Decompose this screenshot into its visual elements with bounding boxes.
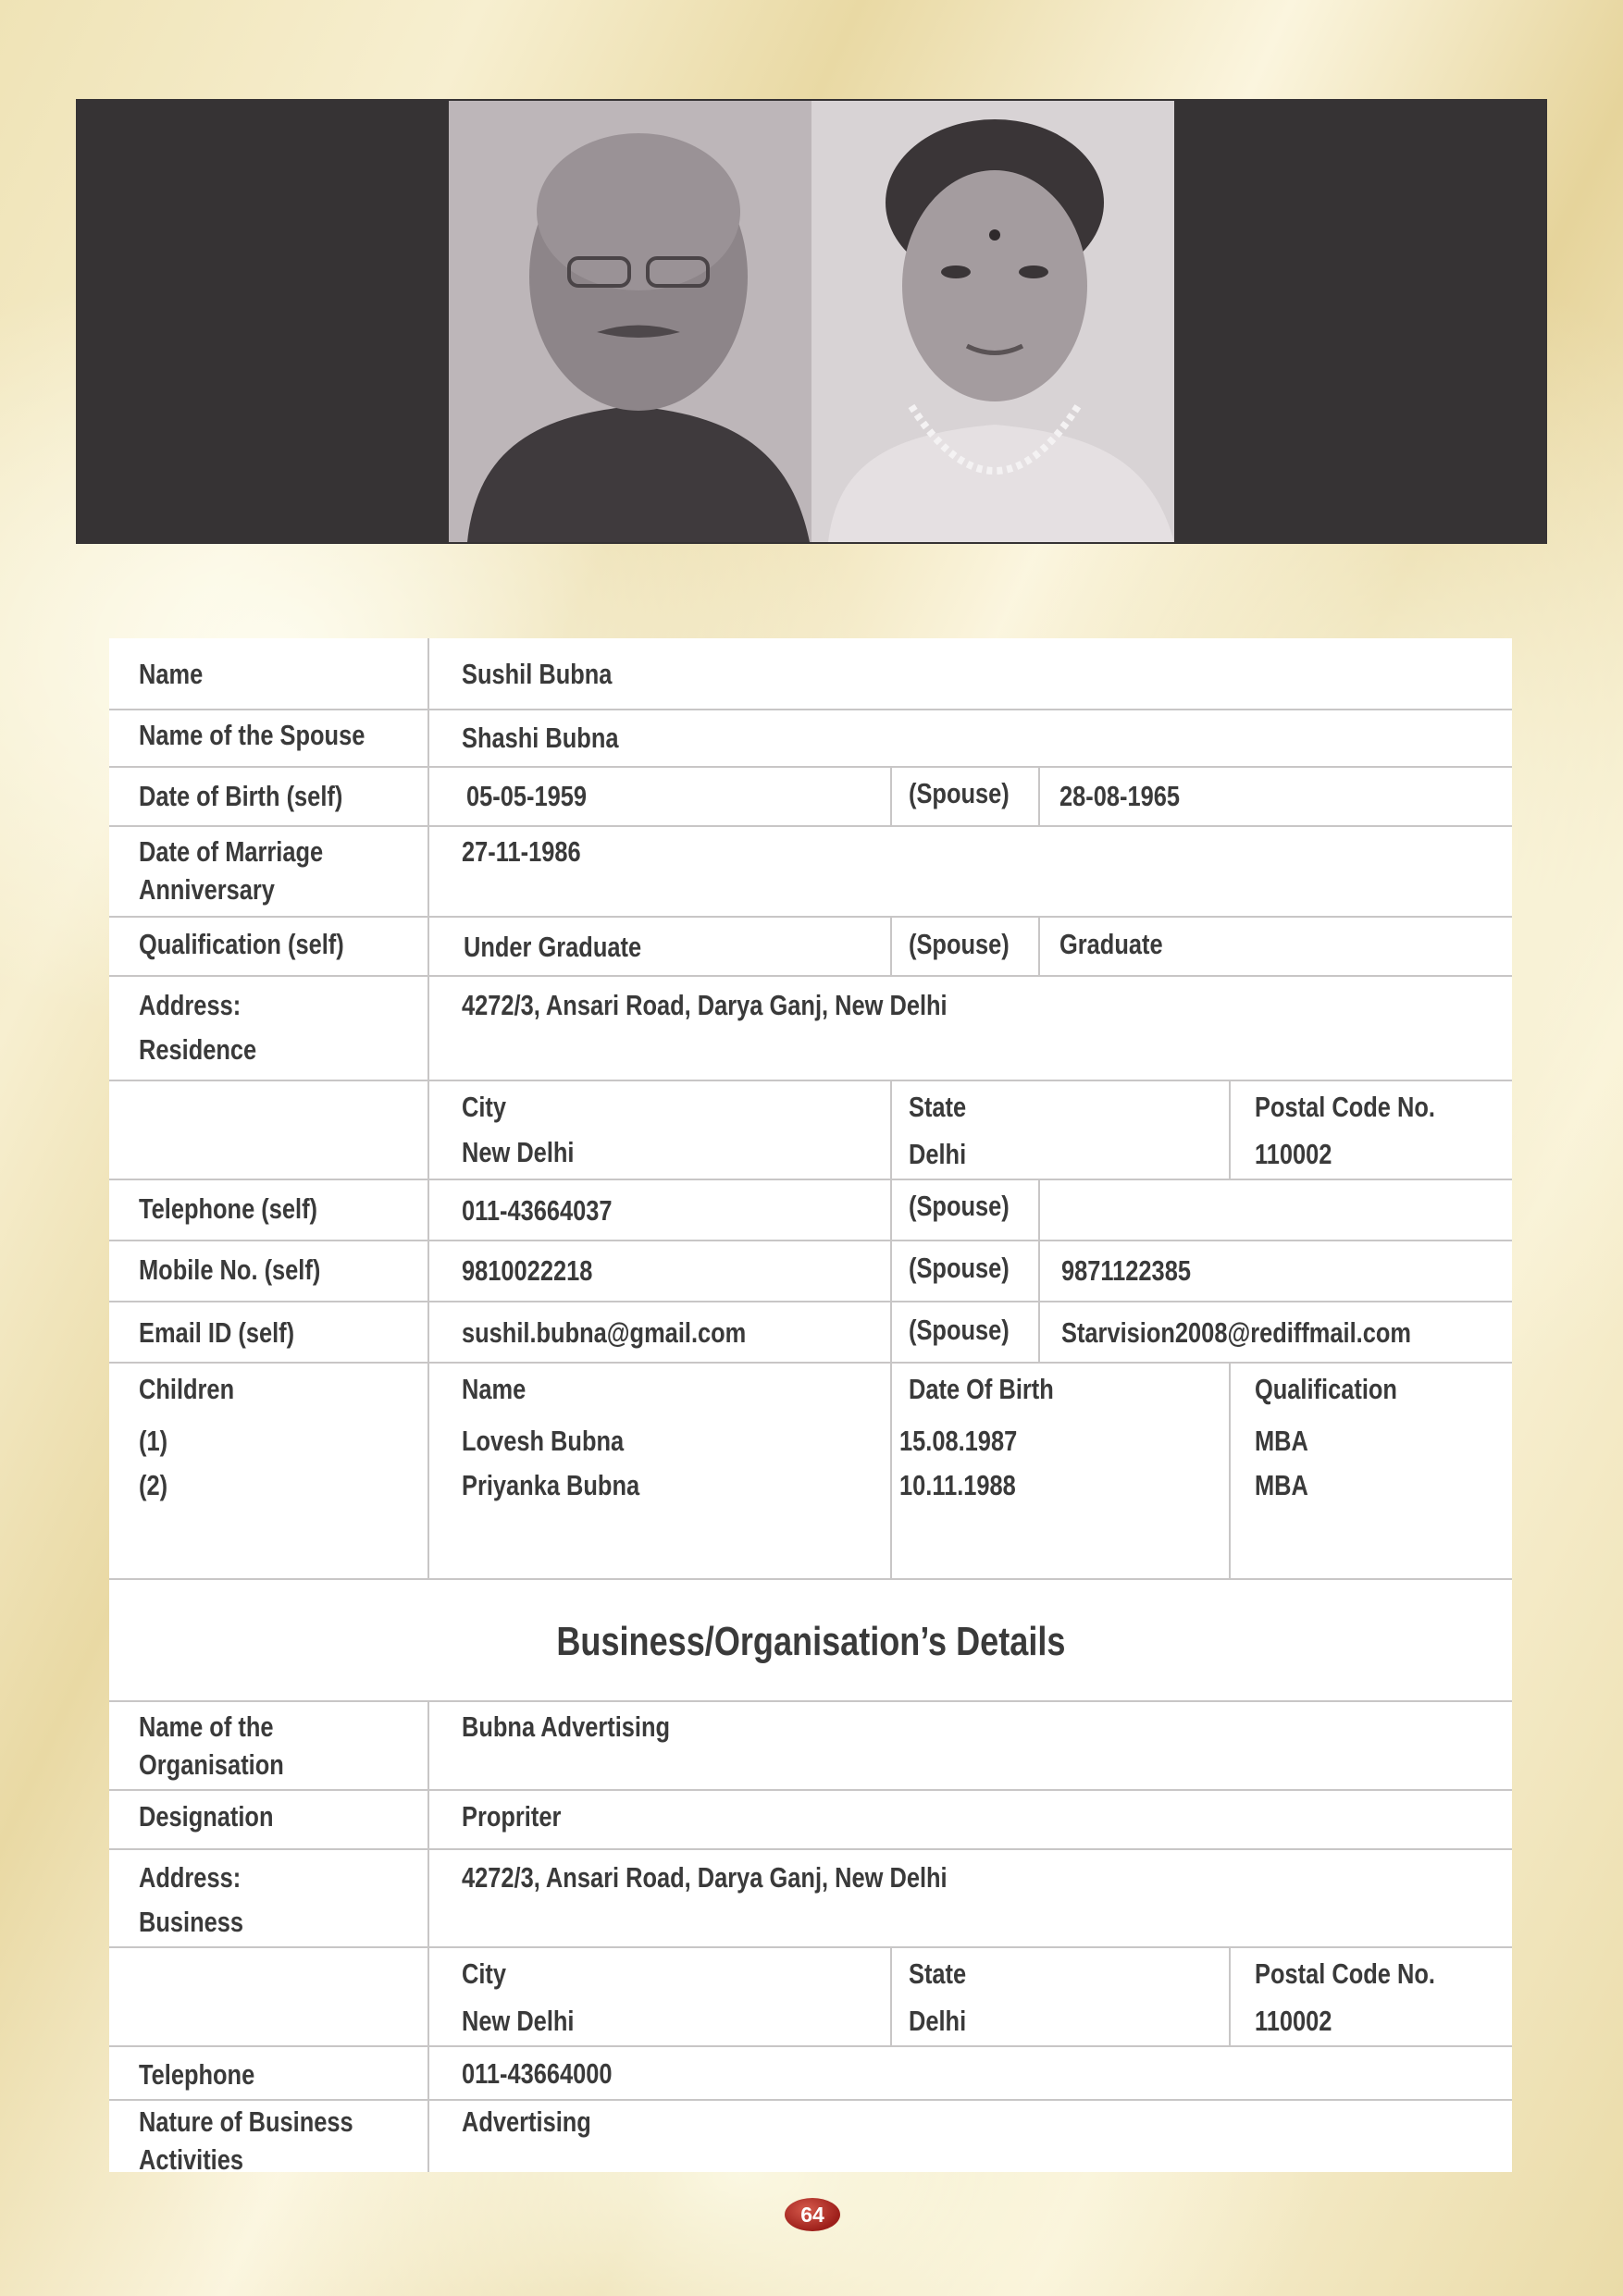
mobile-label: Mobile No. (self) (139, 1253, 321, 1286)
anniversary-label-cont: Anniversary (139, 873, 275, 906)
qualification-spouse-value: Graduate (1059, 928, 1163, 960)
column-divider (1038, 1180, 1040, 1364)
qualification-self-value: Under Graduate (464, 931, 642, 963)
column-divider (427, 1702, 429, 2172)
couple-photo (449, 101, 1174, 542)
row-organisation (109, 1702, 1512, 1791)
mobile-spouse-value: 9871122385 (1061, 1254, 1191, 1287)
column-divider (1038, 768, 1040, 827)
business-telephone-label: Telephone (139, 2058, 255, 2091)
organisation-value: Bubna Advertising (462, 1710, 671, 1743)
address-value: 4272/3, Ansari Road, Darya Ganj, New Delhi (462, 989, 948, 1021)
column-divider (890, 768, 892, 827)
postal-label: Postal Code No. (1255, 1091, 1435, 1123)
row-name (109, 638, 1512, 710)
child-index: (1) (139, 1425, 168, 1457)
anniversary-label: Date of Marriage (139, 835, 324, 868)
address-label-cont: Residence (139, 1033, 257, 1066)
business-address-value: 4272/3, Ansari Road, Darya Ganj, New Delhi (462, 1861, 948, 1894)
telephone-self-value: 011-43664037 (462, 1194, 613, 1227)
mobile-spouse-tag: (Spouse) (909, 1252, 1010, 1284)
email-spouse-value: Starvision2008@rediffmail.com (1061, 1316, 1411, 1349)
child-index: (2) (139, 1469, 168, 1501)
spouse-name-label: Name of the Spouse (139, 719, 365, 751)
postal-value: 110002 (1255, 1138, 1332, 1170)
dob-spouse-value: 28-08-1965 (1059, 780, 1181, 812)
dob-label: Date of Birth (self) (139, 780, 343, 812)
business-address-label-cont: Business (139, 1906, 244, 1938)
column-divider (1229, 1948, 1231, 2047)
child-qualification: MBA (1255, 1469, 1308, 1501)
column-divider (1229, 1364, 1231, 1580)
name-value: Sushil Bubna (462, 658, 613, 690)
email-self-value: sushil.bubna@gmail.com (462, 1316, 747, 1349)
dob-spouse-tag: (Spouse) (909, 777, 1010, 809)
mobile-self-value: 9810022218 (462, 1254, 593, 1287)
child-dob: 15.08.1987 (899, 1425, 1018, 1457)
organisation-label: Name of the (139, 1710, 274, 1743)
business-postal-label: Postal Code No. (1255, 1957, 1435, 1990)
nature-label-cont: Activities (139, 2143, 244, 2176)
column-divider (890, 1364, 892, 1580)
page-number: 64 (785, 2198, 840, 2231)
state-value: Delhi (909, 1138, 967, 1170)
city-value: New Delhi (462, 1136, 575, 1168)
column-divider (1038, 918, 1040, 977)
dob-self-value: 05-05-1959 (466, 780, 588, 812)
qualification-label: Qualification (self) (139, 928, 344, 960)
designation-label: Designation (139, 1800, 274, 1833)
state-label: State (909, 1091, 967, 1123)
city-label: City (462, 1091, 507, 1123)
child-dob: 10.11.1988 (899, 1469, 1016, 1501)
designation-value: Propriter (462, 1800, 562, 1833)
business-heading (109, 1619, 1512, 1665)
column-divider (1229, 1081, 1231, 1180)
business-telephone-value: 011-43664000 (462, 2057, 613, 2090)
spouse-name-value: Shashi Bubna (462, 722, 619, 754)
business-heading-text: Business/Organisation’s Details (555, 1619, 1066, 1664)
telephone-label: Telephone (self) (139, 1192, 318, 1225)
row-telephone (109, 1180, 1512, 1241)
business-state-value: Delhi (909, 2005, 967, 2037)
business-postal-value: 110002 (1255, 2005, 1332, 2037)
business-address-label: Address: (139, 1861, 242, 1894)
column-divider (890, 918, 892, 977)
children-qualification-header: Qualification (1255, 1373, 1397, 1405)
nature-label: Nature of Business (139, 2105, 353, 2138)
address-label: Address: (139, 989, 242, 1021)
telephone-spouse-tag: (Spouse) (909, 1190, 1010, 1222)
children-name-header: Name (462, 1373, 527, 1405)
couple-photo-image (449, 101, 1174, 542)
column-divider (890, 1948, 892, 2047)
row-designation (109, 1791, 1512, 1850)
business-city-value: New Delhi (462, 2005, 575, 2037)
anniversary-value: 27-11-1986 (462, 835, 581, 868)
row-business-telephone (109, 2047, 1512, 2101)
details-panel (109, 638, 1512, 2176)
qualification-spouse-tag: (Spouse) (909, 928, 1010, 960)
column-divider (890, 1081, 892, 1180)
email-label: Email ID (self) (139, 1316, 295, 1349)
column-divider (427, 638, 429, 1580)
children-dob-header: Date Of Birth (909, 1373, 1054, 1405)
nature-value: Advertising (462, 2105, 591, 2138)
business-state-label: State (909, 1957, 967, 1990)
child-qualification: MBA (1255, 1425, 1308, 1457)
name-label: Name (139, 658, 204, 690)
email-spouse-tag: (Spouse) (909, 1314, 1010, 1346)
children-label: Children (139, 1373, 235, 1405)
child-name: Lovesh Bubna (462, 1425, 625, 1457)
column-divider (890, 1180, 892, 1364)
photo-band (76, 99, 1547, 544)
organisation-label-cont: Organisation (139, 1748, 284, 1781)
child-name: Priyanka Bubna (462, 1469, 640, 1501)
business-city-label: City (462, 1957, 507, 1990)
